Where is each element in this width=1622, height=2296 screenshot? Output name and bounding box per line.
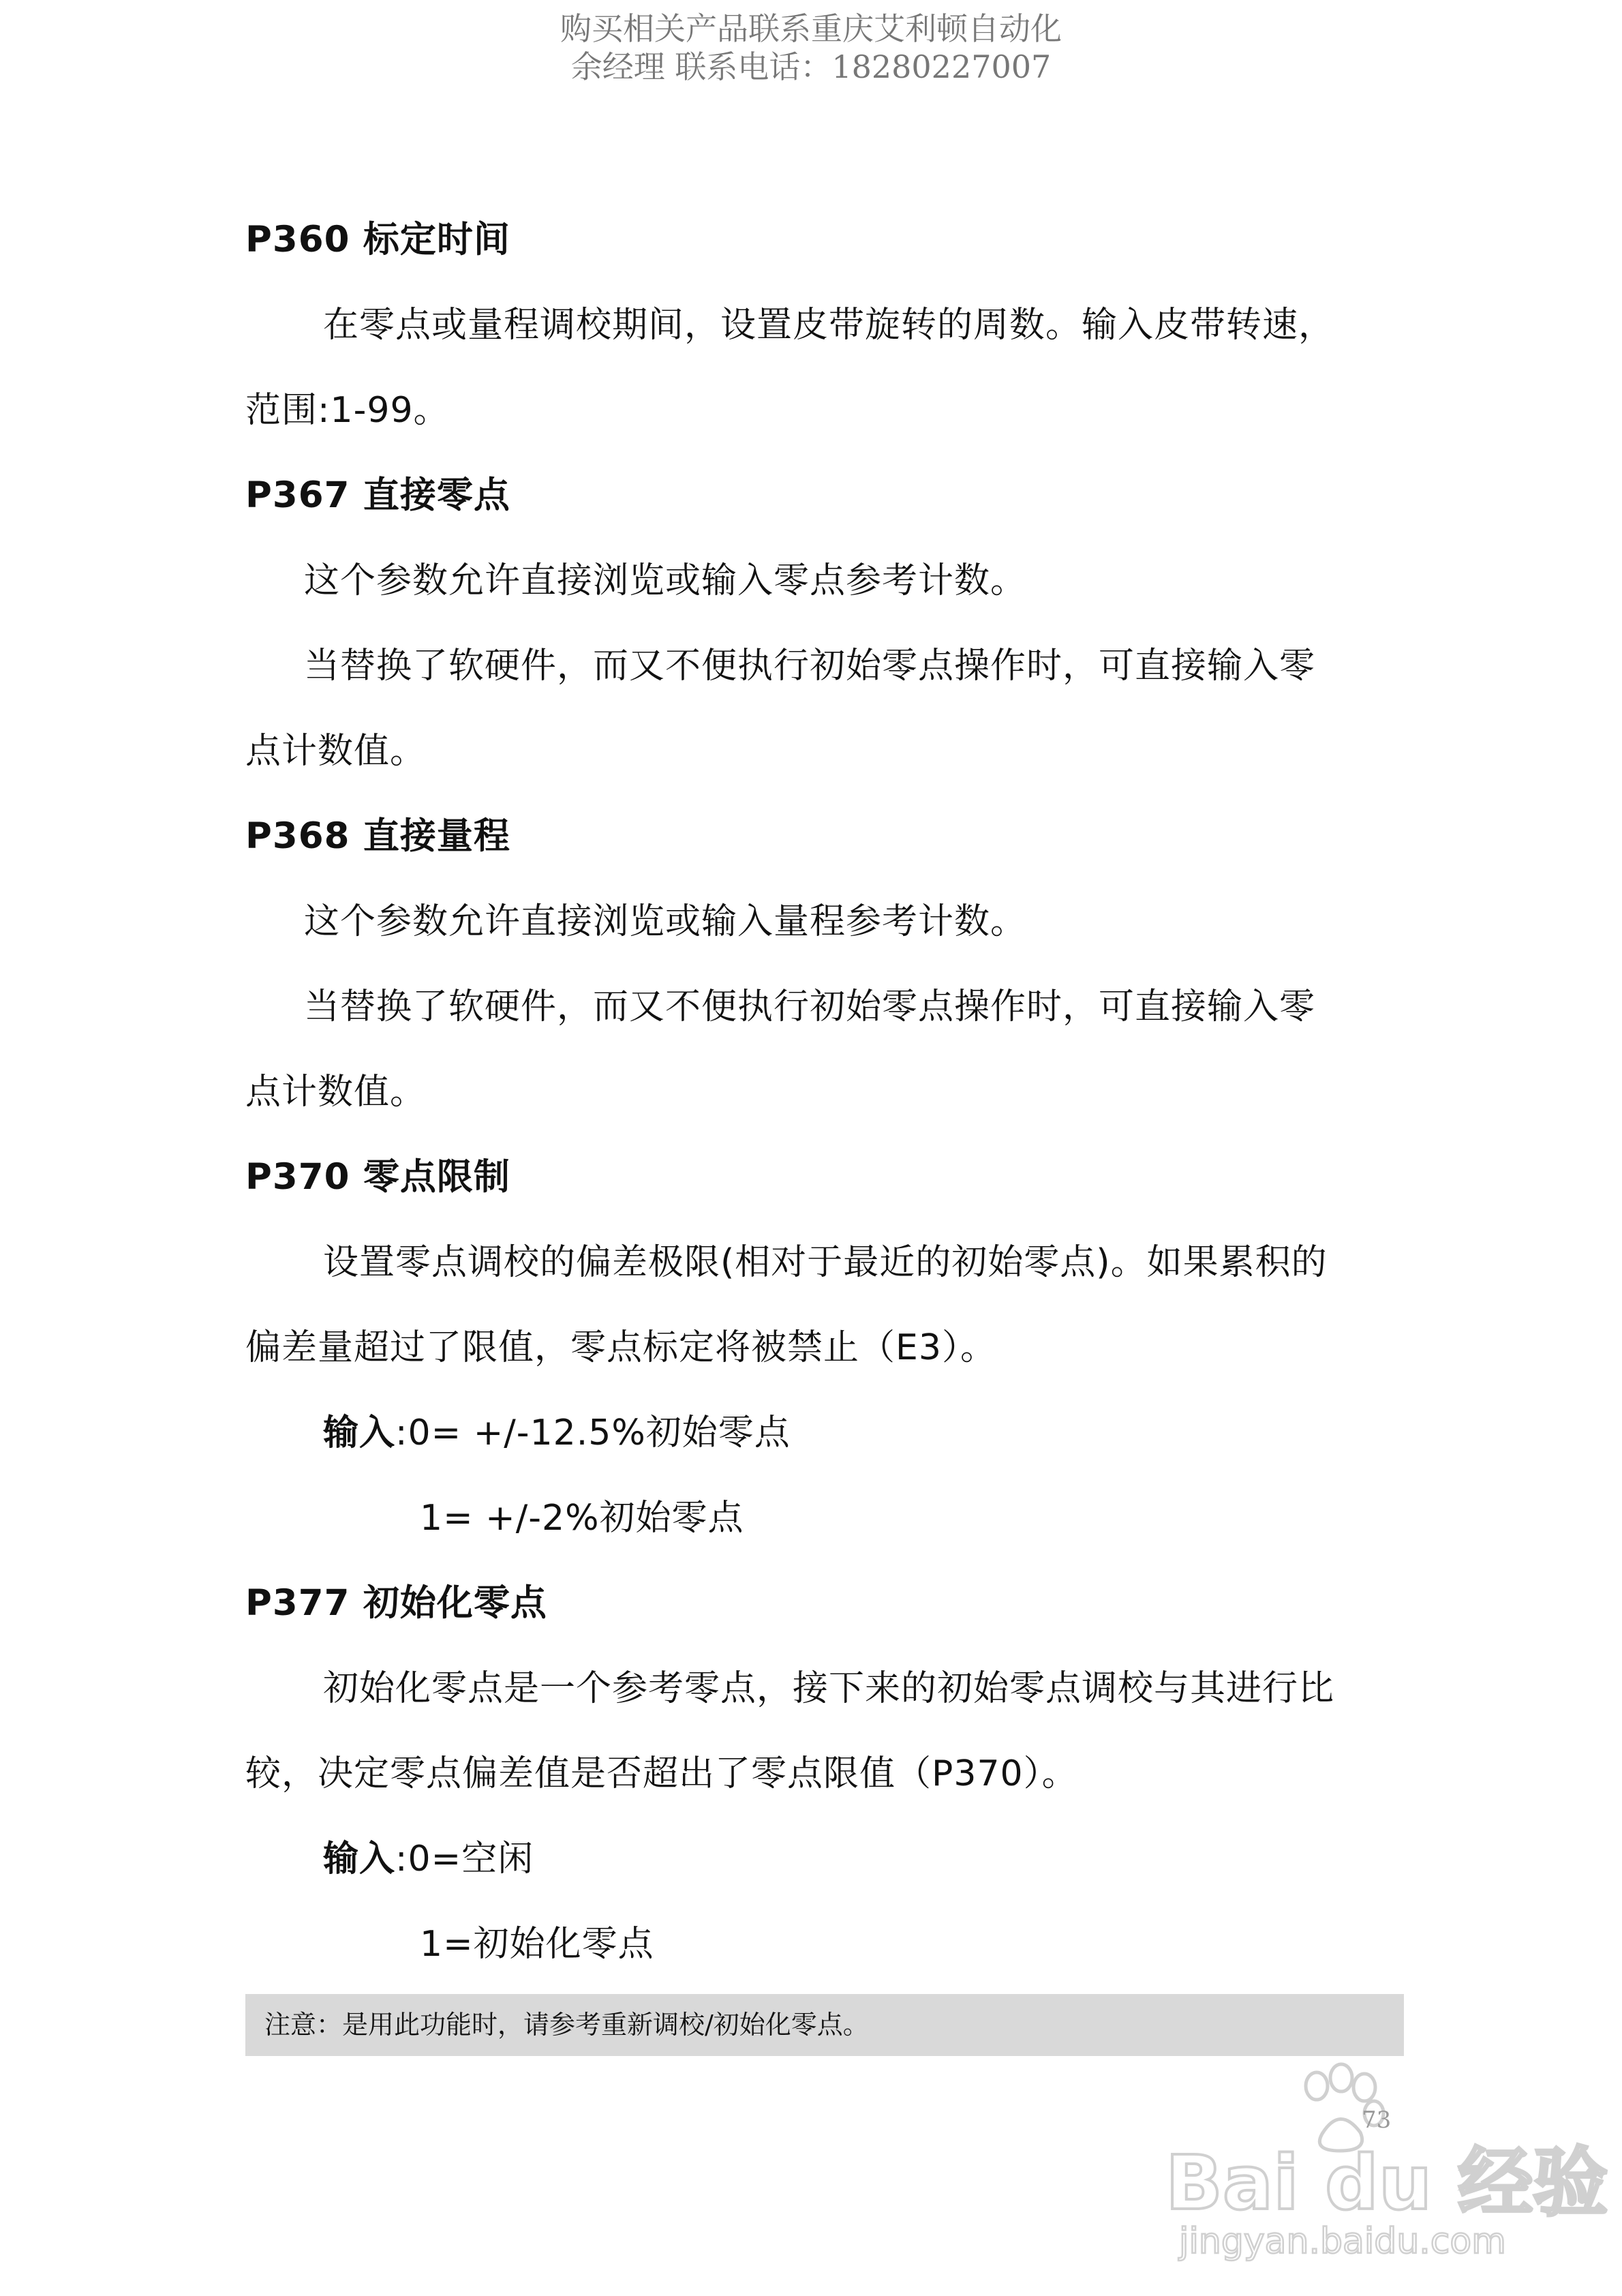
header-line-1: 购买相关产品联系重庆艾利顿自动化 (560, 10, 1062, 47)
paragraph-line: 范围:1-99。 (245, 390, 450, 431)
paragraph-line: 在零点或量程调校期间，设置皮带旋转的周数。输入皮带转速， (323, 305, 1335, 346)
paragraph-line: 初始化零点是一个参考零点，接下来的初始零点调校与其进行比 (323, 1668, 1335, 1709)
input-option: 1=初始化零点 (420, 1924, 654, 1965)
paragraph-line: 设置零点调校的偏差极限(相对于最近的初始零点)。如果累积的 (323, 1242, 1328, 1283)
paragraph-line: 点计数值。 (245, 1072, 427, 1113)
watermark-brand: Bai du 经验 (1165, 2139, 1608, 2226)
paragraph-line: 这个参数允许直接浏览或输入量程参考计数。 (304, 901, 1027, 942)
input-label: 输入 (323, 1413, 396, 1453)
note-text: 注意：是用此功能时，请参考重新调校/初始化零点。 (264, 2010, 869, 2040)
input-option: :0= +/-12.5%初始零点 (395, 1413, 791, 1453)
paragraph-line: 偏差量超过了限值，零点标定将被禁止（E3）。 (245, 1327, 996, 1368)
section-title-p360: P360 标定时间 (245, 219, 510, 260)
page-number: 73 (1362, 2106, 1392, 2134)
input-option-line (323, 1837, 534, 1881)
input-option-line (323, 1411, 791, 1455)
paragraph-line: 较，决定零点偏差值是否超出了零点限值（P370）。 (245, 1753, 1078, 1794)
watermark-url: jingyan.baidu.com (1179, 2221, 1506, 2262)
section-title-p370: P370 零点限制 (245, 1156, 510, 1198)
paragraph-line: 这个参数允许直接浏览或输入零点参考计数。 (304, 560, 1027, 601)
paragraph-line: 当替换了软硬件，而又不便执行初始零点操作时，可直接输入零 (304, 646, 1316, 686)
input-option: 1= +/-2%初始零点 (420, 1498, 744, 1539)
paragraph-line: 当替换了软硬件，而又不便执行初始零点操作时，可直接输入零 (304, 986, 1316, 1027)
baidu-jingyan-watermark (1159, 2059, 1608, 2263)
section-title-p377: P377 初始化零点 (245, 1582, 547, 1624)
section-title-p368: P368 直接量程 (245, 815, 510, 857)
note-box (245, 1994, 1404, 2056)
section-title-p367: P367 直接零点 (245, 474, 510, 516)
input-label: 输入 (323, 1839, 396, 1879)
header-line-2: 余经理 联系电话：18280227007 (570, 48, 1052, 85)
input-option: :0=空闲 (395, 1839, 534, 1879)
paragraph-line: 点计数值。 (245, 731, 427, 772)
